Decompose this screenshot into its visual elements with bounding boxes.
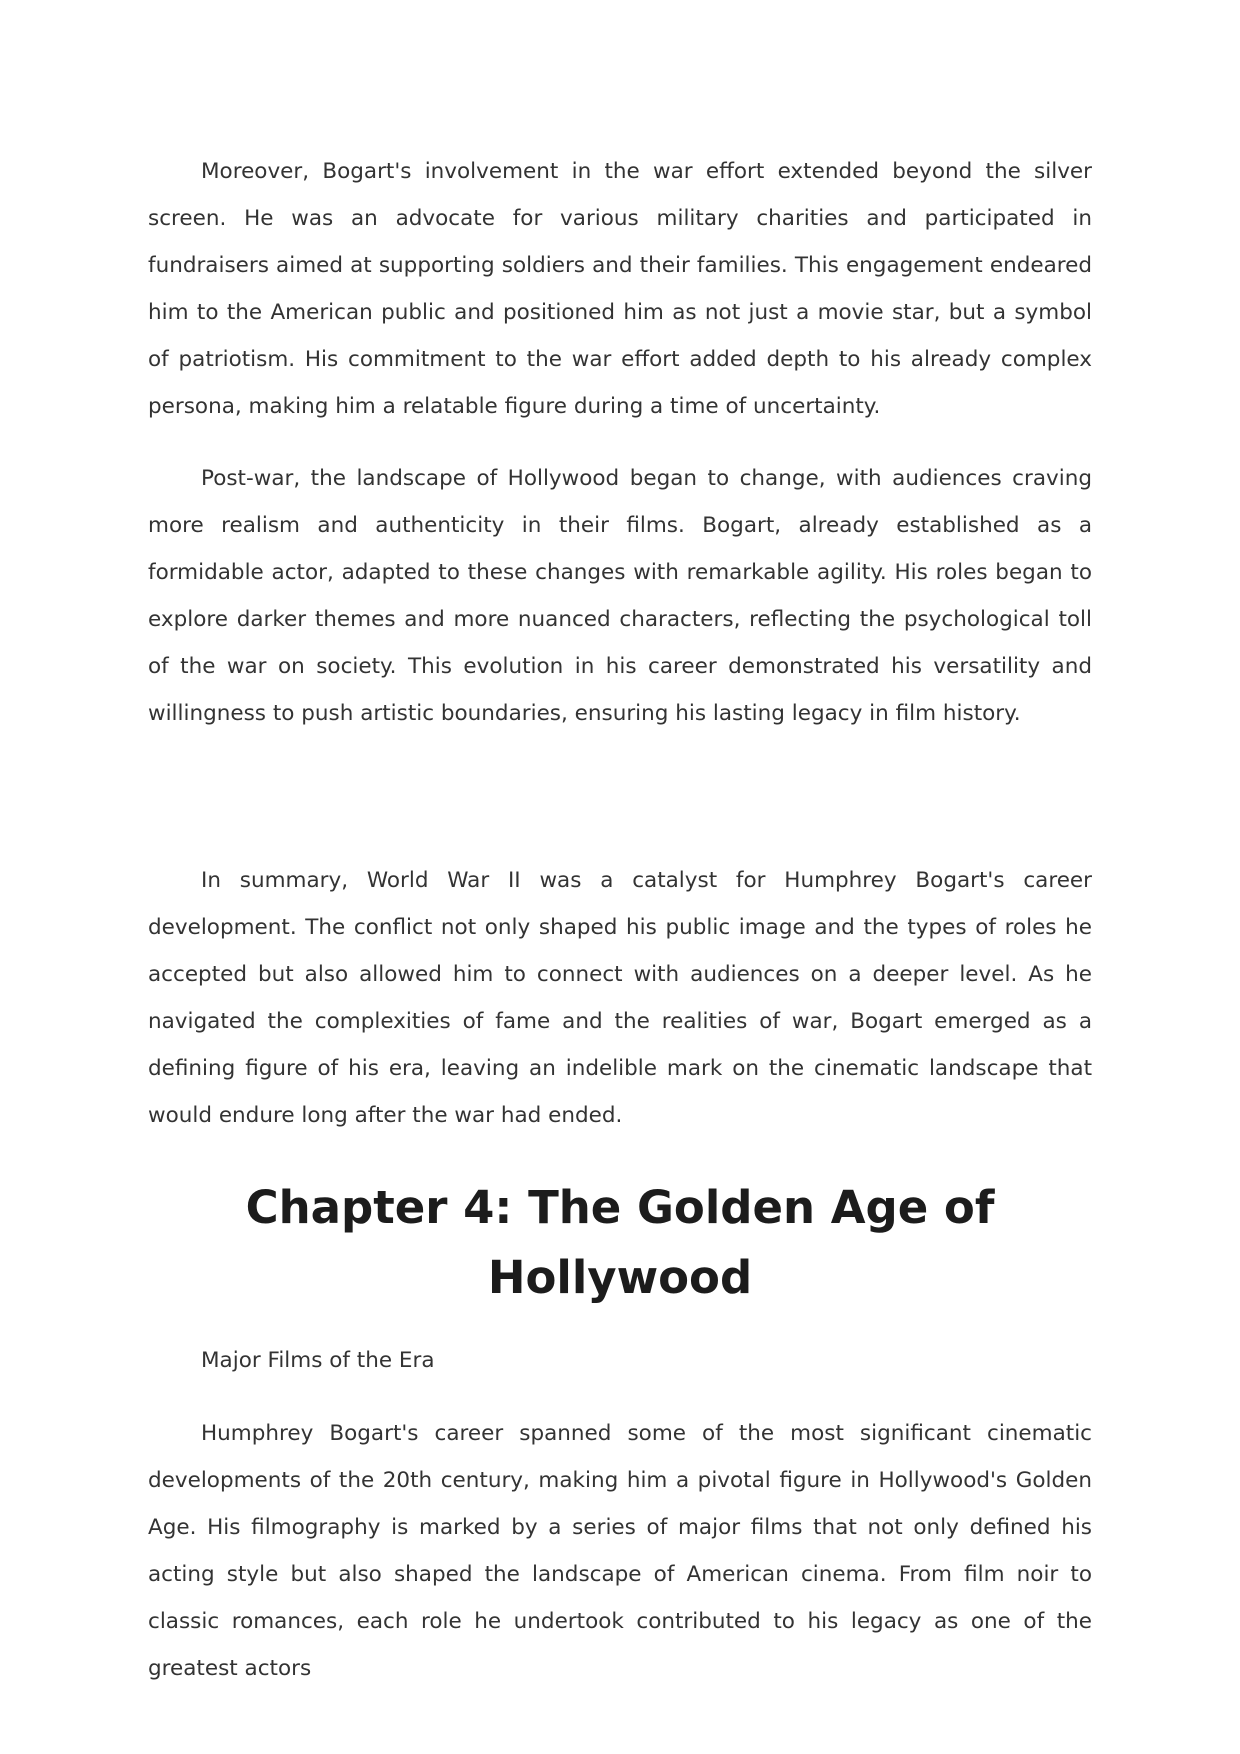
paragraph-chapter-intro: Humphrey Bogart's career spanned some of the most significant cinematic developments of the 20th century, making him a pivotal figure in Hollywood's Golden Age. His filmography is marked by a series of major films that not only defined his acting style but also shaped the landscape of American cinema. From film noir to classic romances, each role he undertook contributed to his legacy as one of the greatest actors xyxy=(148,1421,1092,1681)
paragraph-post-war: Post-war, the landscape of Hollywood began to change, with audiences craving more realism and authenticity in their films. Bogart, already established as a formidable actor, adapted to these changes with remarkable agility. His roles began to explore darker themes and more nuanced characters, reflecting the psychological toll of the war on society. This evolution in his career demonstrated his versatility and willingness to push artistic boundaries, ensuring his lasting legacy in film history. xyxy=(148,466,1092,726)
section-subheading: Major Films of the Era xyxy=(201,1348,435,1373)
chapter-title: Chapter 4: The Golden Age of Hollywood xyxy=(245,1181,995,1304)
paragraph-war-effort: Moreover, Bogart's involvement in the war effort extended beyond the silver screen. He was an advocate for various military charities and participated in fundraisers aimed at supporting soldiers and their families. This engagement endeared him to the American public and positioned him as not just a movie star, but a symbol of patriotism. His commitment to the war effort added depth to his already complex persona, making him a relatable figure during a time of uncertainty. xyxy=(148,159,1092,419)
paragraph-summary: In summary, World War II was a catalyst for Humphrey Bogart's career development. The conflict not only shaped his public image and the types of roles he accepted but also allowed him to connect with audiences on a deeper level. As he navigated the complexities of fame and the realities of war, Bogart emerged as a defining figure of his era, leaving an indelible mark on the cinematic landscape that would endure long after the war had ended. xyxy=(148,868,1092,1128)
page-content xyxy=(148,148,1092,1717)
